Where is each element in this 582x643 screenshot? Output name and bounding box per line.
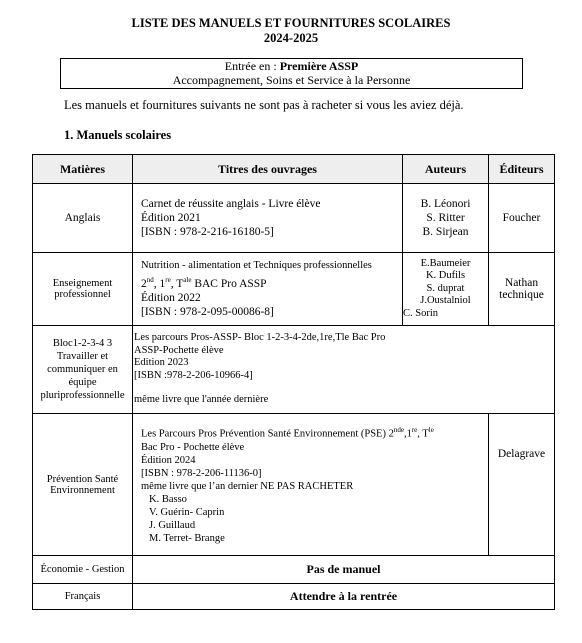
- title-line: même livre que l’an dernier NE PAS RACHETER: [141, 480, 354, 492]
- author: C. Sorin: [403, 307, 439, 319]
- title-line: même livre que l'année dernière: [134, 394, 269, 406]
- header-titres: Titres des ouvrages: [133, 155, 403, 184]
- authors-cell: [403, 253, 489, 326]
- subject-cell: Français: [33, 584, 133, 610]
- author: S. Ritter: [426, 212, 465, 224]
- author: K. Dufils: [425, 270, 466, 282]
- title-line: [ISBN : 978-2-095-00086-8]: [141, 305, 274, 318]
- author: K. Basso: [149, 493, 187, 505]
- title-line: [ISBN : 978-2-206-11136-0]: [141, 467, 262, 479]
- title-line: Les parcours Pros-ASSP- Bloc 1-2-3-4-2de,1re,Tle Bac Pro: [134, 332, 386, 344]
- title-line: Nutrition - alimentation et Techniques professionnelles: [141, 260, 372, 272]
- table-row: [33, 414, 555, 556]
- subject-cell: Enseignement professionnel: [33, 253, 133, 326]
- title-line: Édition 2024: [141, 454, 196, 466]
- document-year: 2024-2025: [263, 31, 319, 45]
- title-line: [ISBN :978-2-206-10966-4]: [134, 369, 253, 381]
- subject-cell: Anglais: [33, 184, 133, 253]
- title-line: [ISBN : 978-2-216-16180-5]: [141, 226, 274, 238]
- header-matieres: Matières: [33, 155, 133, 184]
- entree-program: Accompagnement, Soins et Service à la Personne: [172, 73, 411, 87]
- publisher-cell: Delagrave: [489, 414, 555, 556]
- author: E.Baumeier: [420, 257, 471, 269]
- merged-cell: Pas de manuel: [133, 556, 555, 584]
- header-editeurs: Éditeurs: [489, 155, 555, 184]
- author: B. Léonori: [420, 198, 471, 210]
- section-title: 1. Manuels scolaires: [64, 128, 172, 142]
- author: V. Guérin- Caprin: [149, 506, 225, 518]
- publisher-cell: Foucher: [489, 184, 555, 253]
- title-cell: [133, 253, 403, 326]
- intro-text: Les manuels et fournitures suivants ne sont pas à racheter si vous les aviez déjà.: [64, 98, 464, 112]
- entree-box: [60, 58, 523, 89]
- header-auteurs: Auteurs: [403, 155, 489, 184]
- title-line: ASSP-Pochette élève: [134, 344, 224, 356]
- author: J. Guillaud: [149, 519, 196, 531]
- merged-cell: Attendre à la rentrée: [133, 584, 555, 610]
- author: B. Sirjean: [422, 226, 469, 238]
- title-line: Carnet de réussite anglais - Livre élève: [141, 198, 321, 210]
- subject-cell: Économie - Gestion: [33, 556, 133, 584]
- table-row: [33, 184, 555, 253]
- subject-cell: Bloc1-2-3-4 3 Travailler et communiquer en équipe pluriprofessionnelle: [33, 326, 133, 414]
- title-line: Les Parcours Pros Prévention Santé Environnement (PSE) 2nde,1re, $T^{le}$: [141, 426, 434, 440]
- author: J.Oustalniol: [420, 295, 471, 307]
- title-line: 2nd, 1re, $T^{ale}$ BAC Pro ASSP: [141, 276, 267, 290]
- publisher-cell: Nathan technique: [489, 253, 555, 326]
- title-cell: [133, 414, 489, 556]
- title-cell: [133, 326, 555, 414]
- entree-level: Première ASSP: [279, 59, 359, 73]
- title-line: Édition 2022: [141, 291, 201, 304]
- author: M. Terret- Brange: [149, 532, 225, 544]
- subject-cell: Prévention Santé Environnement: [33, 414, 133, 556]
- title-line: Bac Pro - Pochette élève: [141, 441, 245, 453]
- authors-cell: [403, 184, 489, 253]
- title-line: Edition 2023: [134, 357, 189, 369]
- document-title: LISTE DES MANUELS ET FOURNITURES SCOLAIRES: [131, 16, 451, 30]
- title-line: Édition 2021: [141, 212, 201, 224]
- table-header-row: [33, 155, 555, 184]
- table-row: [33, 556, 555, 584]
- entree-prefix: Entrée en :: [224, 59, 280, 73]
- table-row: [33, 326, 555, 414]
- table-row: [33, 584, 555, 610]
- author: S. duprat: [426, 282, 465, 294]
- table-row: [33, 253, 555, 326]
- manuals-table: [32, 154, 555, 610]
- title-cell: [133, 184, 403, 253]
